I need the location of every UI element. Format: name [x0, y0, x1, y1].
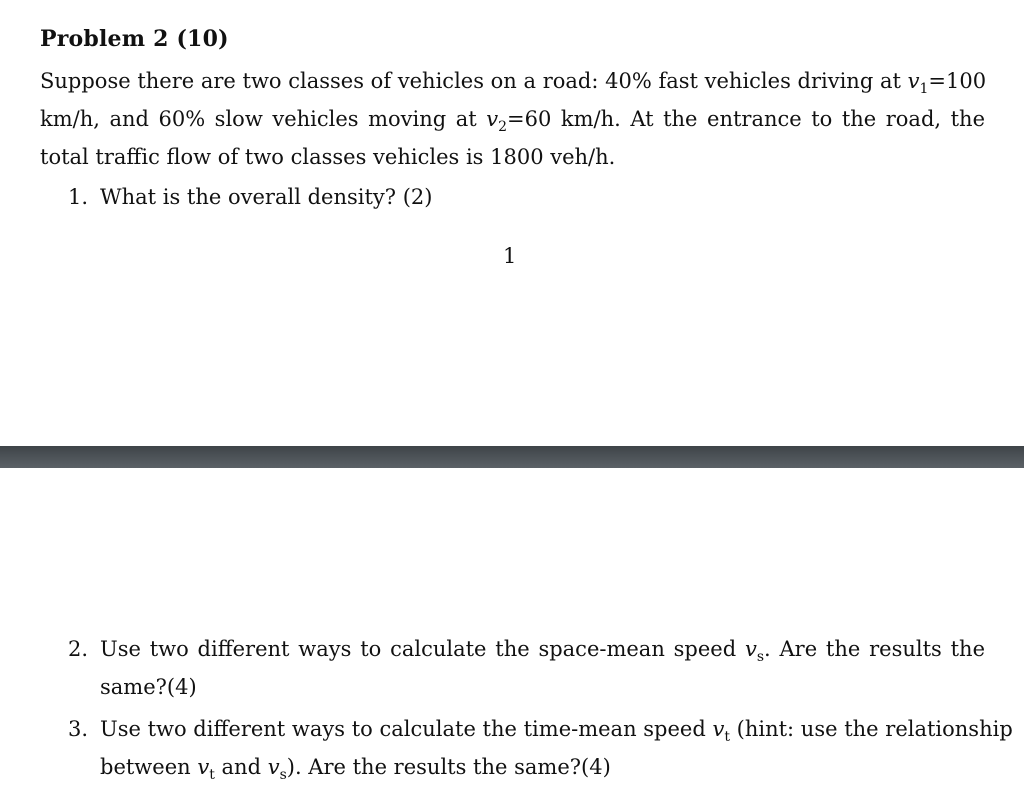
page-separator-bar — [0, 446, 1024, 468]
question-1 — [68, 182, 432, 212]
question-number: 1. — [68, 185, 89, 209]
problem-title: Problem 2 (10) — [40, 26, 229, 52]
problem-statement — [40, 66, 985, 172]
question-text: What is the overall density? (2) — [100, 185, 433, 209]
question-number: 2. — [68, 637, 89, 661]
statement-line-2: km/h, and 60% slow vehicles moving at $v_2=60$ km/h. At the entrance to the road, the — [40, 107, 985, 136]
question-2: 2. Use two different ways to calculate the space-mean speed $v_s$. Are the results the same?(4) — [68, 634, 985, 702]
statement-line-1: Suppose there are two classes of vehicles on a road: 40% fast vehicles driving at $v_1=100$ — [40, 69, 987, 98]
question-3: 3. Use two different ways to calculate the time-mean speed $v_t$ (hint: use the relationship between $v_t$ and $v_s$). Are the results the same?(4) — [68, 714, 985, 790]
question-number: 3. — [68, 717, 89, 741]
page-number: 1 — [503, 244, 517, 268]
statement-line-3: total traffic flow of two classes vehicles is 1800 veh/h. — [40, 145, 616, 170]
